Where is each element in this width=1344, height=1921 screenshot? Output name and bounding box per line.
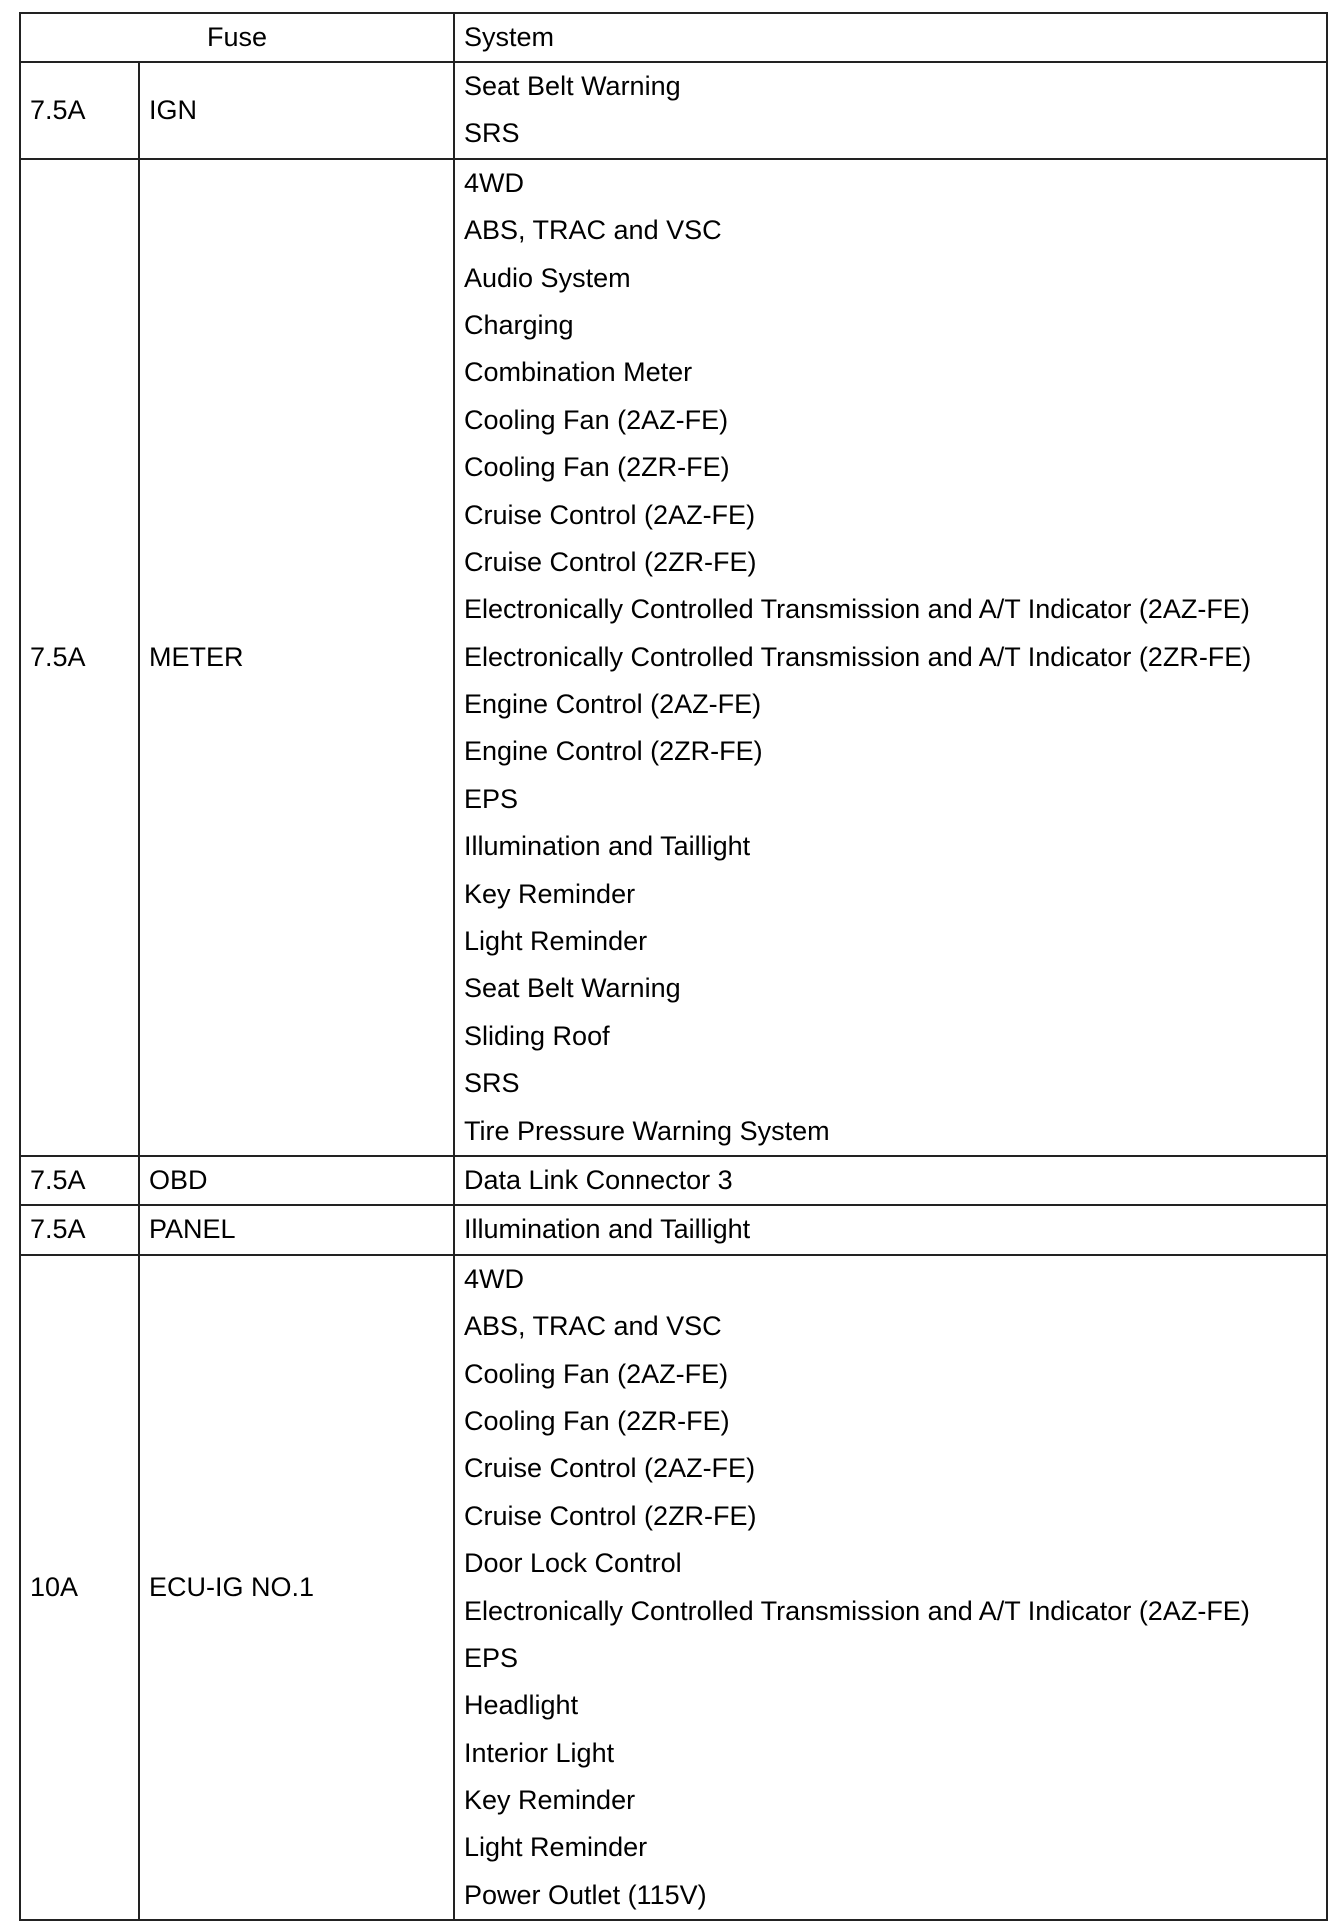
fuse-name: METER — [139, 159, 454, 1156]
system-item: SRS — [464, 1068, 520, 1099]
system-item: Cooling Fan (2AZ-FE) — [464, 404, 729, 435]
fuse-row — [20, 1156, 1327, 1205]
system-item: 4WD — [464, 167, 524, 198]
system-item: Electronically Controlled Transmission and A/T Indicator (2AZ-FE) — [464, 594, 1250, 625]
system-item: Key Reminder — [464, 878, 636, 909]
system-item: ABS, TRAC and VSC — [464, 1311, 722, 1342]
system-item: Headlight — [464, 1690, 579, 1721]
system-item: Charging — [464, 309, 574, 340]
fuse-row — [20, 159, 1327, 1156]
fuse-amperage: 7.5A — [20, 159, 139, 1156]
system-item: Combination Meter — [464, 357, 693, 388]
system-item: EPS — [464, 1642, 519, 1673]
system-item: EPS — [464, 783, 519, 814]
system-item: Seat Belt Warning — [464, 973, 681, 1004]
fuse-name: PANEL — [139, 1205, 454, 1254]
system-item: Door Lock Control — [464, 1548, 682, 1579]
system-list — [454, 62, 1327, 159]
fuse-row — [20, 1255, 1327, 1920]
system-item: 4WD — [464, 1263, 524, 1294]
system-list — [454, 1205, 1327, 1254]
system-item: Engine Control (2AZ-FE) — [464, 689, 762, 720]
system-item: Cruise Control (2ZR-FE) — [464, 546, 757, 577]
system-item: Interior Light — [464, 1737, 615, 1768]
system-item: Tire Pressure Warning System — [464, 1115, 830, 1146]
system-item: Illumination and Taillight — [464, 831, 751, 862]
system-item: Power Outlet (115V) — [464, 1879, 707, 1910]
system-item: Sliding Roof — [464, 1020, 610, 1051]
system-list — [454, 1156, 1327, 1205]
system-item: Audio System — [464, 262, 631, 293]
system-item: Engine Control (2ZR-FE) — [464, 736, 763, 767]
fuse-row — [20, 1205, 1327, 1254]
table-body — [20, 13, 1327, 1920]
system-item: Light Reminder — [464, 926, 648, 957]
system-item: Cruise Control (2ZR-FE) — [464, 1500, 757, 1531]
system-item: Cooling Fan (2ZR-FE) — [464, 452, 730, 483]
system-list — [454, 1255, 1327, 1920]
system-item: Light Reminder — [464, 1832, 648, 1863]
system-item: Cooling Fan (2ZR-FE) — [464, 1405, 730, 1436]
system-column-header: System — [454, 13, 1327, 62]
system-item: Electronically Controlled Transmission and A/T Indicator (2ZR-FE) — [464, 641, 1252, 672]
fuse-system-table — [19, 12, 1328, 1921]
fuse-row — [20, 62, 1327, 159]
system-item: Cruise Control (2AZ-FE) — [464, 499, 756, 530]
fuse-amperage: 7.5A — [20, 1156, 139, 1205]
fuse-name: OBD — [139, 1156, 454, 1205]
fuse-column-header: Fuse — [20, 13, 454, 62]
system-list — [454, 159, 1327, 1156]
system-item: Electronically Controlled Transmission and A/T Indicator (2AZ-FE) — [464, 1595, 1250, 1626]
system-item: ABS, TRAC and VSC — [464, 215, 722, 246]
fuse-amperage: 10A — [20, 1255, 139, 1920]
system-item: Cooling Fan (2AZ-FE) — [464, 1358, 729, 1389]
system-item: Data Link Connector 3 — [464, 1164, 733, 1195]
fuse-name: IGN — [139, 62, 454, 159]
system-item: Illumination and Taillight — [464, 1214, 751, 1245]
fuse-amperage: 7.5A — [20, 62, 139, 159]
fuse-name: ECU-IG NO.1 — [139, 1255, 454, 1920]
table-header-row — [20, 13, 1327, 62]
system-item: Key Reminder — [464, 1785, 636, 1816]
system-item: SRS — [464, 118, 520, 149]
fuse-amperage: 7.5A — [20, 1205, 139, 1254]
system-item: Cruise Control (2AZ-FE) — [464, 1453, 756, 1484]
system-item: Seat Belt Warning — [464, 71, 681, 101]
